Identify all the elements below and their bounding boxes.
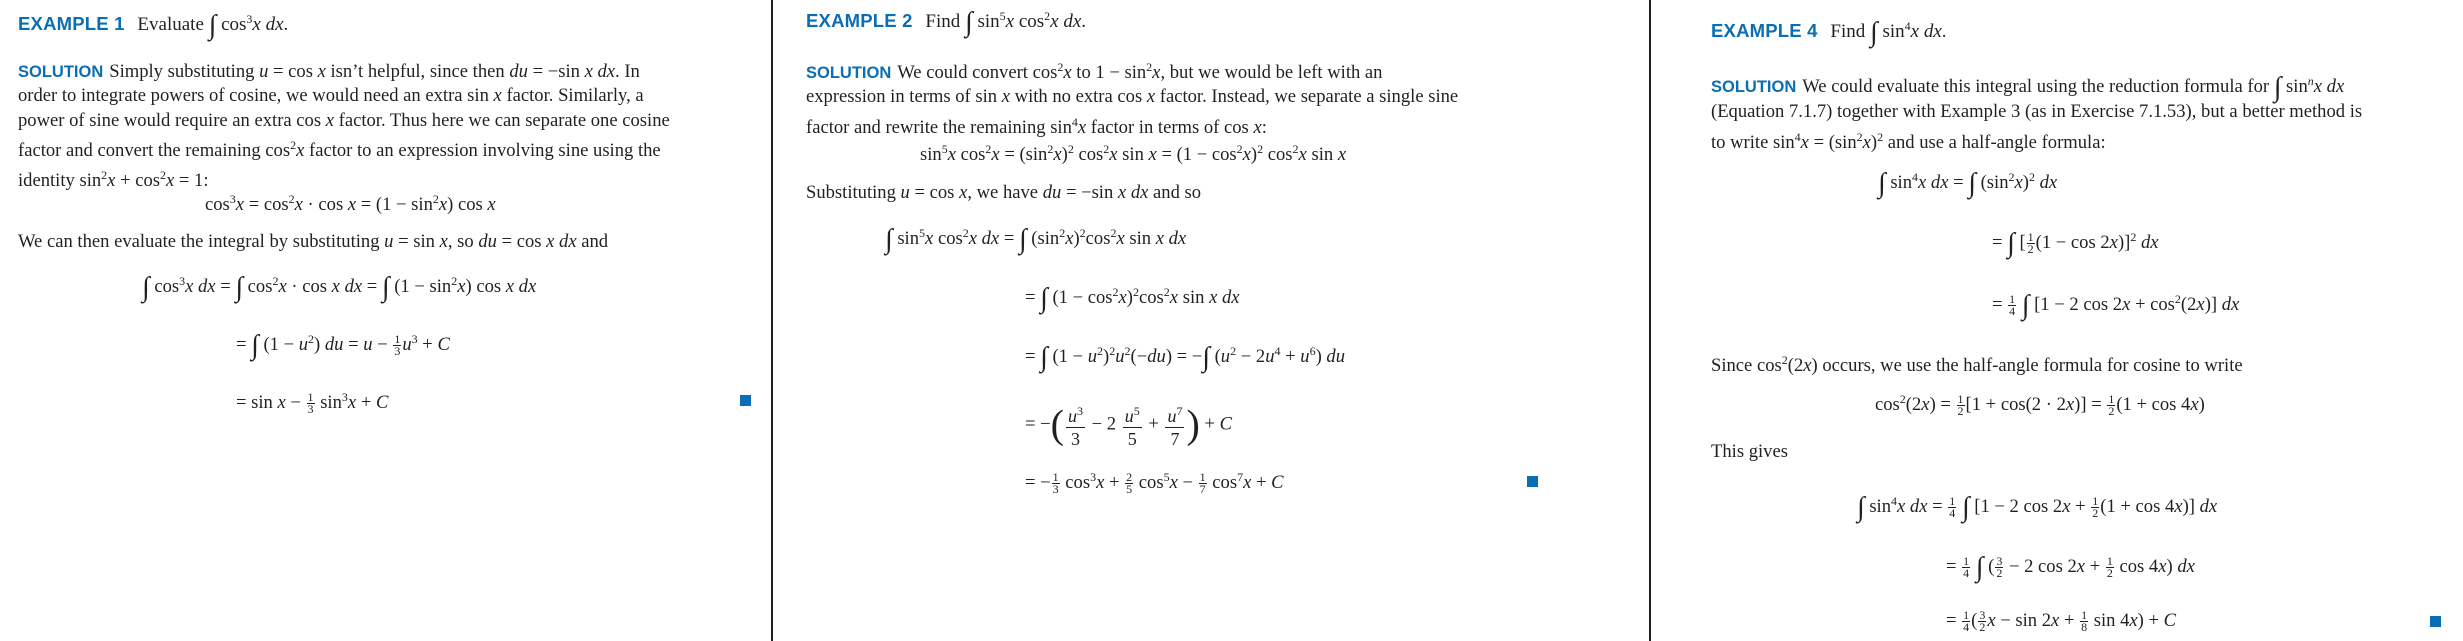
example2-integral-line-4: = −( $\frac{u^3}{3}$ − 2 $\frac{u^5}{5}$ + $\frac{u^7}{7}$ ) + C (1025, 401, 1233, 449)
example4-label: EXAMPLE 4 (1711, 20, 1818, 41)
example1-label: EXAMPLE 1 (18, 13, 125, 34)
example4-eq1-line-2: = ∫ [ $\frac{1}{2}$ (1 − cos 2x)]$^2$ dx (1992, 228, 2159, 259)
example4-half-angle-equation: $\cos^2(2x)$ = $\frac{1}{2}$ [1 + cos(2 · 2x)] = $\frac{1}{2}$ (1 + cos 4x) (1875, 392, 2205, 419)
example2-integral-line-1: ∫ $\sin^5x$ $\cos^2x$ dx = ∫ $(\sin^2x)^2\cos^2x$ sin x dx (885, 224, 1187, 255)
example2-integral-line-2: = ∫ $(1 - \cos^2x)^2\cos^2x$ sin x dx (1025, 283, 1240, 314)
example4-eq3-line-3: = $\frac{1}{4}$ ( $\frac{3}{2}$ x − sin 2x + $\frac{1}{8}$ sin 4x) + C (1946, 608, 2177, 635)
example2-prompt: Find ∫ $\sin^5x$ $\cos^2x$ dx. (925, 7, 1087, 38)
example4-eq3-line-1: ∫ $\sin^4x$ dx = $\frac{1}{4}$ ∫ [1 − 2 cos 2x + $\frac{1}{2}$ (1 + cos 4x)] dx (1857, 492, 2218, 523)
example2-solution-label: SOLUTION (806, 64, 892, 82)
example2-substitution-text: Substituting u = cos x, we have du = −sin x dx and so (806, 182, 1202, 203)
example1-integral-line-1: ∫ $\cos^3x$ dx = ∫ $\cos^2x \cdot \cos x$ dx = ∫ $(1 - \sin^2x)$ cos x dx (142, 272, 537, 303)
example4-this-gives-text: This gives (1711, 441, 1788, 462)
example4-eq1-line-1: ∫ $\sin^4x$ dx = ∫ $(\sin^2x)^2$ dx (1878, 168, 2058, 199)
example2-solution-paragraph: SOLUTION We could convert $\cos^2x$ to $1 - \sin^2x$, but we would be left with an expression in terms of sin x with no extra cos x factor. Instead, we separate a single sine factor and rewrite the remaining $\sin^4x$ factor in terms of cos x: (806, 60, 1459, 138)
example2-rewrite-equation: $\sin^5x$ $\cos^2x = (\sin^2x)^2$ $\cos^2x$ $\sin x = (1 - \cos^2x)^2$ $\cos^2x$ sin x (920, 142, 1347, 165)
example1-integral-line-2: = ∫ $(1 - u^2)$ du = u − $\frac{1}{3}$ $u^3 + C$ (236, 330, 450, 361)
example4-eq3-line-2: = $\frac{1}{4}$ ∫ ( $\frac{3}{2}$ − 2 cos 2x + $\frac{1}{2}$ cos 4x) dx (1946, 552, 2195, 583)
example2-heading (806, 7, 1086, 39)
example1-integral-line-3: = sin x − $\frac{1}{3}$ $\sin^3x + C$ (236, 390, 389, 417)
example4-end-square-icon (2430, 616, 2441, 627)
example4-solution-paragraph: SOLUTION We could evaluate this integral using the reduction formula for ∫ $\sin^nx$ dx (Equation 7.1.7) together with Example 3 (as in Exercise 7.1.53), but a better method is to write $\sin^4x = (\sin^2x)^2$ and use a half-angle formula: (1711, 72, 2363, 153)
example4-heading (1711, 17, 1947, 49)
example1-end-square-icon (740, 395, 751, 406)
example1-prompt: Evaluate ∫ $\cos^3x$ dx. (137, 10, 289, 41)
example1-identity-equation: $\cos^3x = \cos^2x \cdot \cos x = (1 - \sin^2x)$ cos x (205, 192, 496, 215)
example2-label: EXAMPLE 2 (806, 10, 913, 31)
example1-solution-paragraph: SOLUTION Simply substituting u = cos x isn’t helpful, since then du = −sin x dx. In order to integrate powers of cosine, we would need an extra sin x factor. Similarly, a power of sine would require an extra cos x factor. Thus here we can separate one cosine factor and convert the remaining $\cos^2x$ factor to an expression involving sine using the identity $\sin^2x + \cos^2x = 1$: (18, 61, 670, 192)
example4-eq1-line-3: = $\frac{1}{4}$ ∫ [1 − 2 $\cos 2x + \cos^2(2x)$] dx (1992, 290, 2240, 321)
example4-half-angle-text: Since $\cos^2(2x)$ occurs, we use the half-angle formula for cosine to write (1711, 353, 2243, 376)
example2-integral-line-5: = − $\frac{1}{3}$ $\cos^3x$ + $\frac{2}{5}$ $\cos^5x$ − $\frac{1}{7}$ $\cos^7x + C$ (1025, 470, 1284, 497)
example1-substitution-text: We can then evaluate the integral by substituting u = sin x, so du = cos x dx and (18, 231, 609, 252)
column-divider-left (771, 0, 773, 641)
example2-end-square-icon (1527, 476, 1538, 487)
example2-integral-line-3: = ∫ $(1 - u^2)^2u^2(-du)$ = −∫ $(u^2 - 2u^4 + u^6)$ du (1025, 342, 1346, 373)
example1-solution-label: SOLUTION (18, 63, 104, 81)
example4-prompt: Find ∫ $\sin^4x$ dx. (1830, 17, 1947, 48)
column-divider-right (1649, 0, 1651, 641)
example4-solution-label: SOLUTION (1711, 78, 1797, 96)
example1-heading (18, 10, 288, 42)
